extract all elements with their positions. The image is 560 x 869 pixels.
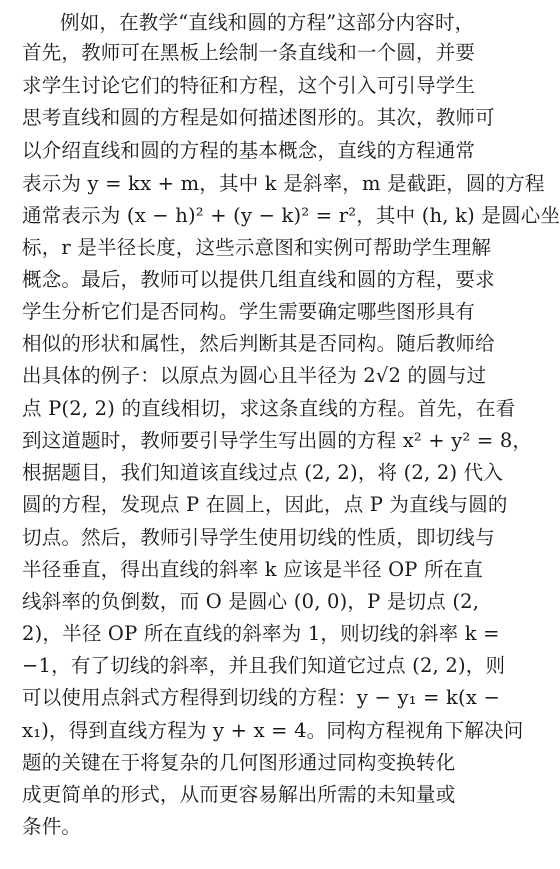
paragraph-line-26: 条件。 (22, 815, 82, 838)
paragraph-line-6: 表示为 y = kx + m，其中 k 是斜率，m 是截距，圆的方程 (22, 172, 545, 195)
paragraph-line-10: 学生分析它们是否同构。学生需要确定哪些图形具有 (22, 300, 476, 323)
paragraph-line-20: 2)，半径 OP 所在直线的斜率为 1，则切线的斜率 k = (22, 622, 500, 645)
paragraph-line-13: 点 P(2, 2) 的直线相切，求这条直线的方程。首先，在看 (22, 397, 516, 420)
paragraph-line-19: 线斜率的负倒数，而 O 是圆心 (0, 0)，P 是切点 (2, (22, 590, 480, 613)
paragraph-line-16: 圆的方程，发现点 P 在圆上，因此，点 P 为直线与圆的 (22, 493, 508, 516)
paragraph-line-12: 出具体的例子：以原点为圆心且半径为 2√2 的圆与过 (22, 364, 487, 387)
paragraph-line-22: 可以使用点斜式方程得到切线的方程：y − y₁ = k(x − (22, 686, 500, 709)
paragraph-line-25: 成更简单的形式，从而更容易解出所需的未知量或 (22, 783, 456, 806)
paragraph-line-21: −1，有了切线的斜率，并且我们知道它过点 (2, 2)，则 (22, 654, 506, 677)
paragraph-line-8: 标，r 是半径长度，这些示意图和实例可帮助学生理解 (22, 236, 492, 259)
paragraph-line-4: 思考直线和圆的方程是如何描述图形的。其次，教师可 (22, 106, 495, 129)
paragraph-line-7: 通常表示为 (x − h)² + (y − k)² = r²，其中 (h, k) 是圆心坐 (22, 204, 560, 227)
paragraph-line-23: x₁)，得到直线方程为 y + x = 4。同构方程视角下解决问 (22, 719, 524, 742)
paragraph-line-1: 例如，在教学“直线和圆的方程”这部分内容时， (60, 11, 475, 34)
paragraph-line-24: 题的关键在于将复杂的几何图形通过同构变换转化 (22, 751, 456, 774)
paragraph-line-17: 切点。然后，教师引导学生使用切线的性质，即切线与 (22, 526, 495, 549)
paragraph-line-2: 首先，教师可在黑板上绘制一条直线和一个圆，并要 (22, 41, 476, 64)
paragraph-line-11: 相似的形状和属性，然后判断其是否同构。随后教师给 (22, 332, 495, 355)
paragraph-line-15: 根据题目，我们知道该直线过点 (2, 2)，将 (2, 2) 代入 (22, 461, 504, 484)
paragraph-line-5: 以介绍直线和圆的方程的基本概念，直线的方程通常 (22, 139, 476, 162)
paragraph-line-18: 半径垂直，得出直线的斜率 k 应该是半径 OP 所在直 (22, 558, 484, 581)
paragraph-line-14: 到这道题时，教师要引导学生写出圆的方程 x² + y² = 8， (22, 429, 533, 452)
paragraph-line-3: 求学生讨论它们的特征和方程，这个引入可引导学生 (22, 74, 476, 97)
paragraph-line-9: 概念。最后，教师可以提供几组直线和圆的方程，要求 (22, 268, 495, 291)
